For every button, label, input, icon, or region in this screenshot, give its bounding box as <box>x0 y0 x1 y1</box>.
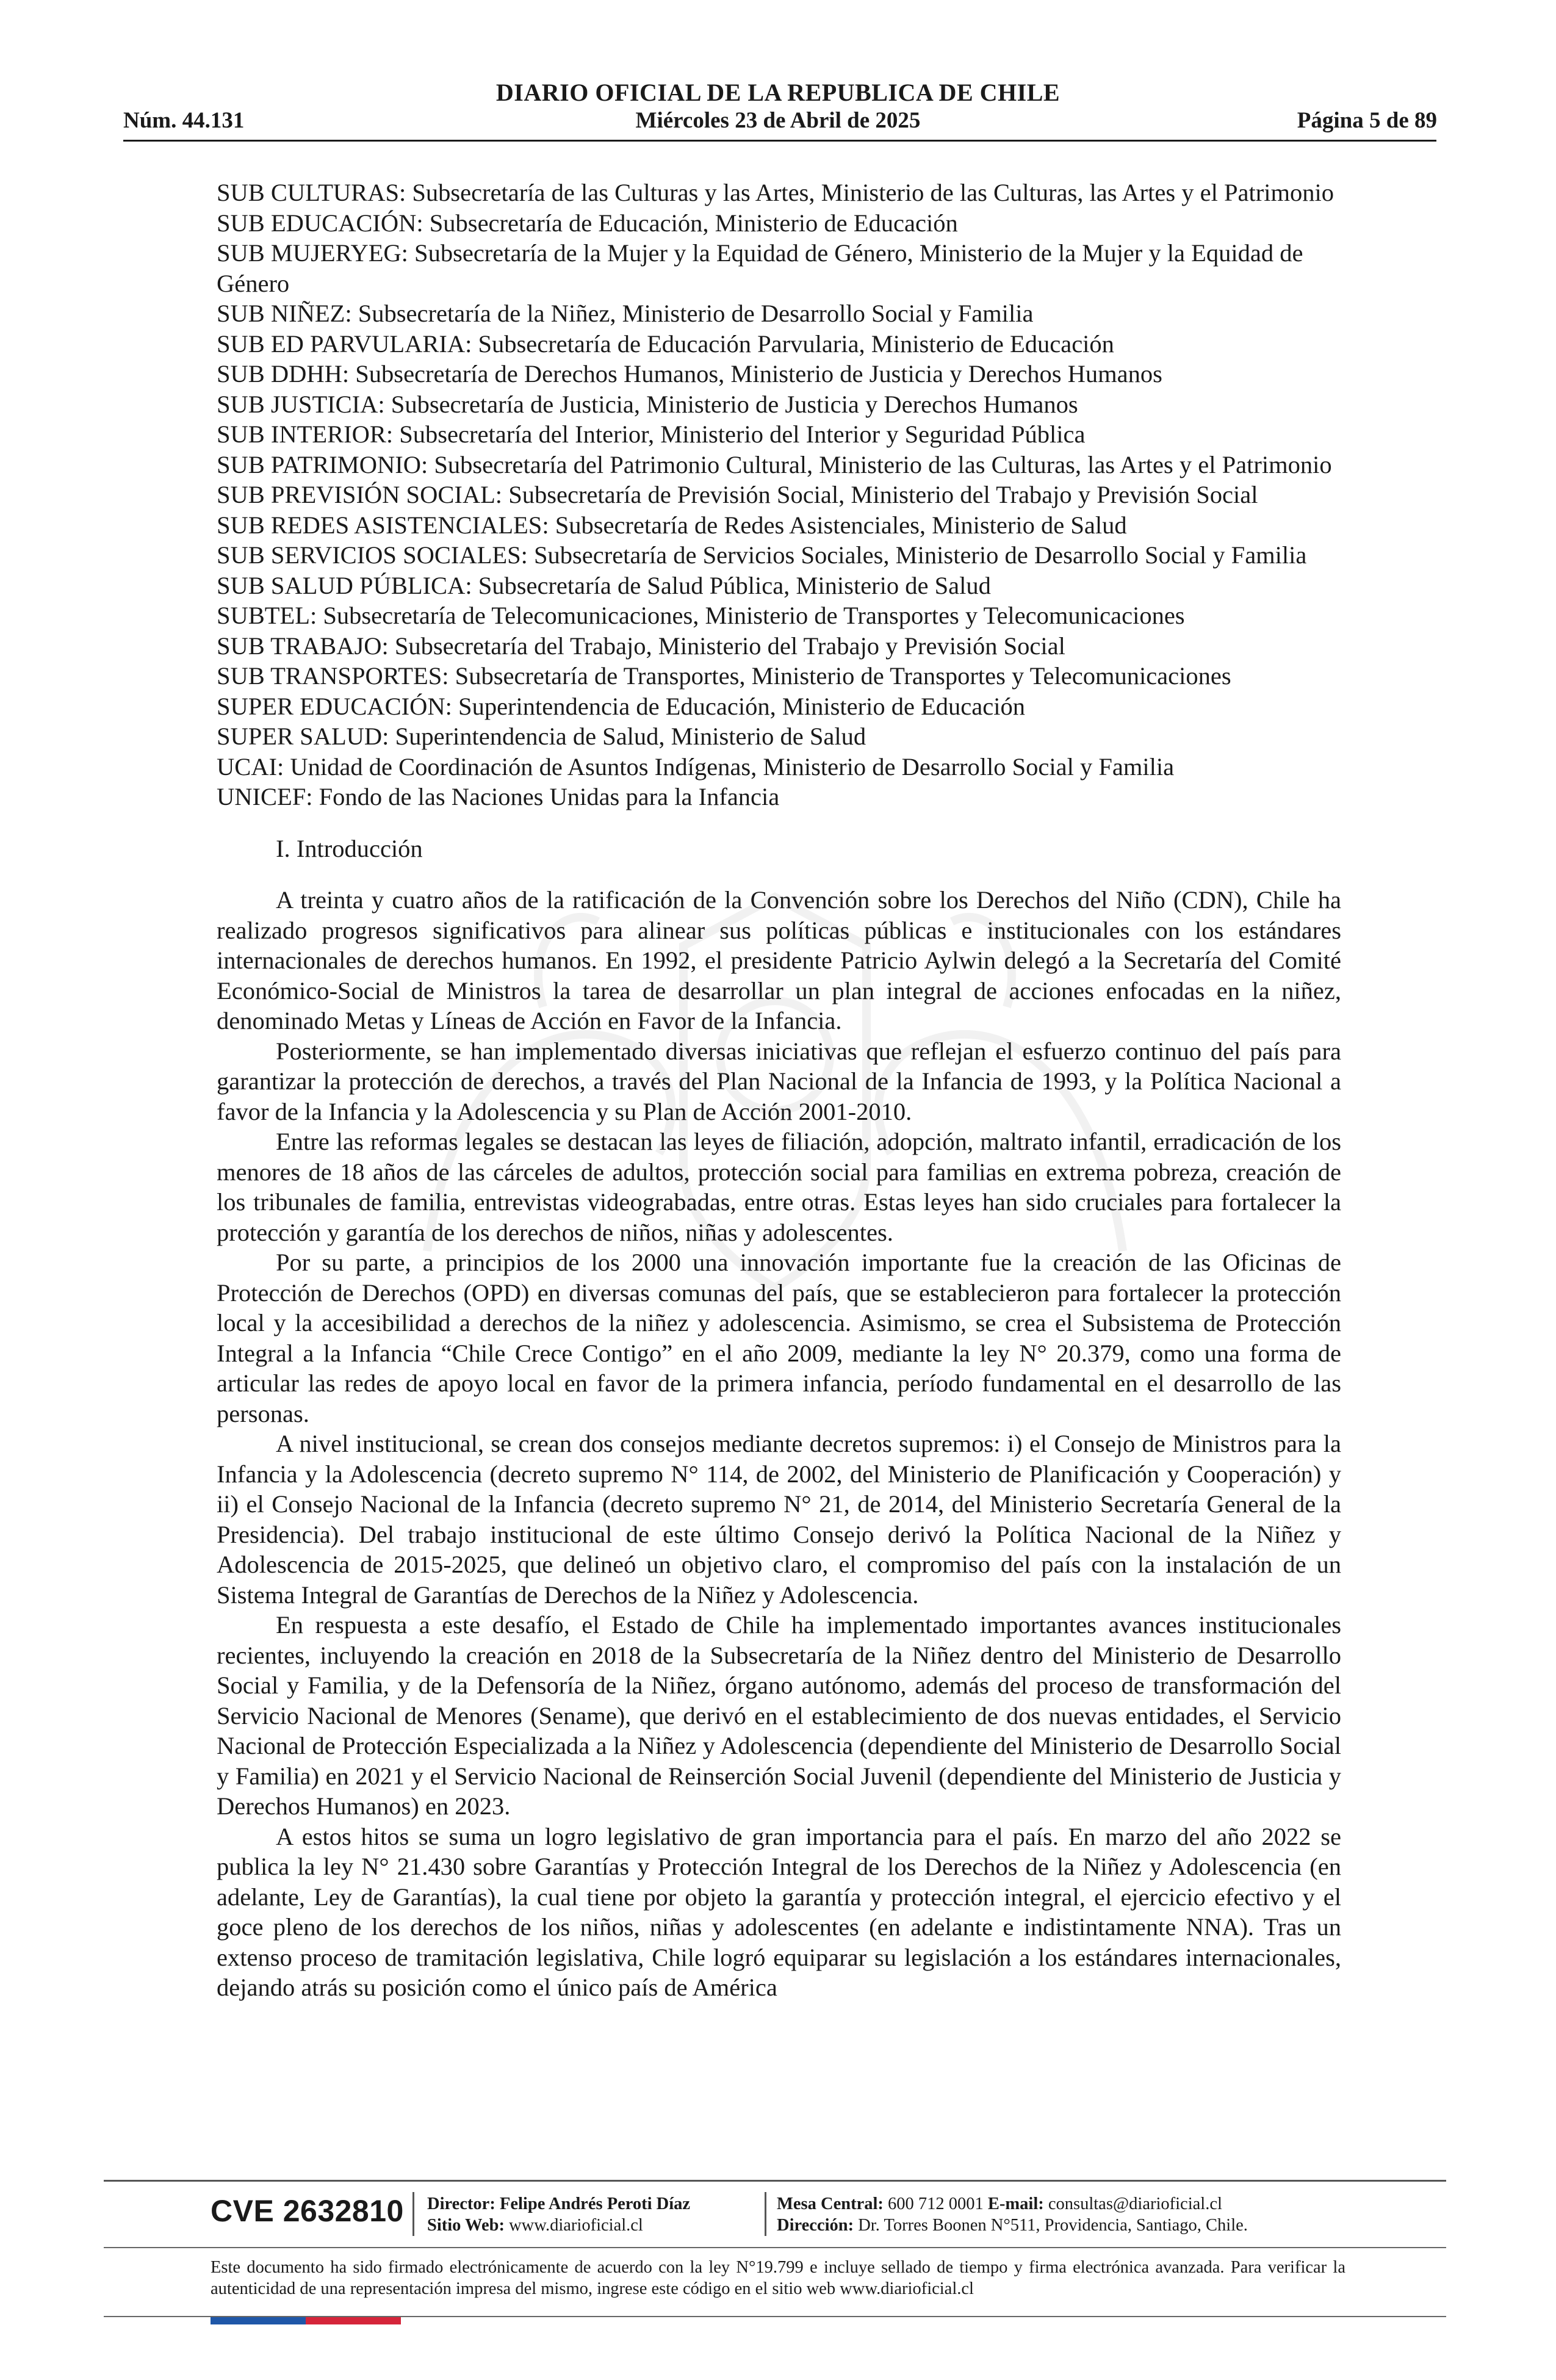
footer-divider <box>104 2180 1446 2182</box>
website-link[interactable]: www.diarioficial.cl <box>509 2216 643 2235</box>
issue-date: Miércoles 23 de Abril de 2025 <box>635 108 921 133</box>
director-label: Director: <box>427 2194 495 2213</box>
paragraph: A treinta y cuatro años de la ratificación de la Convención sobre los Derechos del Niño (CDN), Chile ha realizado progresos significativos para alinear sus políticas públicas e institucionales con los estándares internacionales de derechos humanos. En 1992, el presidente Patricio Aylwin delegó a la Secretaría del Comité Económico-Social de Ministros la tarea de desarrollar un plan integral de acciones enfocadas en la niñez, denominado Metas y Líneas de Acción en Favor de la Infancia. <box>217 886 1341 1034</box>
flag-stripe <box>211 2317 401 2324</box>
abbreviation-item: SUB PATRIMONIO: Subsecretaría del Patrimonio Cultural, Ministerio de las Culturas, las Artes y el Patrimonio <box>217 450 1332 478</box>
abbreviation-item: SUB REDES ASISTENCIALES: Subsecretaría de Redes Asistenciales, Ministerio de Salud <box>217 511 1127 539</box>
flag-red-segment <box>306 2317 401 2324</box>
abbreviation-item: SUB NIÑEZ: Subsecretaría de la Niñez, Ministerio de Desarrollo Social y Familia <box>217 300 1034 327</box>
introduction-text <box>217 885 1341 2003</box>
abbreviation-item: SUB MUJERYEG: Subsecretaría de la Mujer y la Equidad de Género, Ministerio de la Mujer y la Equidad de Género <box>217 239 1303 297</box>
page-header <box>0 0 1556 146</box>
paragraph: En respuesta a este desafío, el Estado de Chile ha implementado importantes avances institucionales recientes, incluyendo la creación en 2018 de la Subsecretaría de la Niñez dentro del Ministerio de Desarrollo Social y Familia, y de la Defensoría de la Niñez, órgano autónomo, además del proceso de transformación del Servicio Nacional de Menores (Sename), que derivó en el establecimiento de dos nuevas entidades, el Servicio Nacional de Protección Especializada a la Niñez y Adolescencia (dependiente del Ministerio de Desarrollo Social y Familia) en 2021 y el Servicio Nacional de Reinserción Social Juvenil (dependiente del Ministerio de Justicia y Derechos Humanos) en 2023. <box>217 1611 1341 1820</box>
header-divider <box>123 140 1436 142</box>
legal-notice: Este documento ha sido firmado electrónicamente de acuerdo con la ley N°19.799 e incluye sellado de tiempo y firma electrónica avanzada. Para verificar la autenticidad de una representación impresa del mismo, ingrese este código en el sitio web www.diarioficial.cl <box>211 2258 1345 2298</box>
newspaper-title: DIARIO OFICIAL DE LA REPUBLICA DE CHILE <box>495 79 1061 106</box>
abbreviation-item: SUB JUSTICIA: Subsecretaría de Justicia, Ministerio de Justicia y Derechos Humanos <box>217 390 1078 418</box>
footer-separator <box>412 2192 414 2236</box>
cve-code: CVE 2632810 <box>211 2194 404 2228</box>
abbreviation-item: UCAI: Unidad de Coordinación de Asuntos Indígenas, Ministerio de Desarrollo Social y Familia <box>217 752 1175 781</box>
abbreviation-item: UNICEF: Fondo de las Naciones Unidas para la Infancia <box>217 783 780 810</box>
mesa-phone: 600 712 0001 <box>888 2194 984 2213</box>
abbreviation-item: SUB CULTURAS: Subsecretaría de las Culturas y las Artes, Ministerio de las Culturas, las Artes y el Patrimonio <box>217 179 1334 206</box>
abbreviation-item: SUB ED PARVULARIA: Subsecretaría de Educación Parvularia, Ministerio de Educación <box>217 330 1114 358</box>
footer-director-block <box>427 2193 690 2236</box>
abbreviation-item: SUB INTERIOR: Subsecretaría del Interior, Ministerio del Interior y Seguridad Pública <box>217 420 1086 448</box>
abbreviation-list <box>217 178 1341 812</box>
paragraph: A estos hitos se suma un logro legislativo de gran importancia para el país. En marzo del año 2022 se publica la ley N° 21.430 sobre Garantías y Protección Integral de los Derechos de la Niñez y Adolescencia (en adelante, Ley de Garantías), la cual tiene por objeto la garantía y protección integral, el ejercicio efectivo y el goce pleno de los derechos de los niños, niñas y adolescentes (en adelante e indistintamente NNA). Tras un extenso proceso de tramitación legislativa, Chile logró equiparar su legislación a los estándares internacionales, dejando atrás su posición como el único país de América <box>217 1822 1341 2001</box>
abbreviation-item: SUB PREVISIÓN SOCIAL: Subsecretaría de Previsión Social, Ministerio del Trabajo y Previsión Social <box>217 481 1258 508</box>
email-label: E-mail: <box>987 2194 1044 2213</box>
address-label: Dirección: <box>777 2216 854 2235</box>
address-value: Dr. Torres Boonen N°511, Providencia, Santiago, Chile. <box>858 2216 1248 2235</box>
abbreviation-item: SUB TRABAJO: Subsecretaría del Trabajo, Ministerio del Trabajo y Previsión Social <box>217 632 1065 660</box>
issue-number: Núm. 44.131 <box>123 108 245 133</box>
abbreviation-item: SUPER EDUCACIÓN: Superintendencia de Educación, Ministerio de Educación <box>217 692 1025 720</box>
paragraph: Entre las reformas legales se destacan las leyes de filiación, adopción, maltrato infantil, erradicación de los menores de 18 años de las cárceles de adultos, protección social para familias en extrema pobreza, creación de los tribunales de familia, entrevistas videograbadas, entre otras. Estas leyes han sido cruciales para fortalecer la protección y garantía de los derechos de niños, niñas y adolescentes. <box>217 1128 1341 1246</box>
document-body <box>217 178 1341 2003</box>
abbreviation-item: SUB DDHH: Subsecretaría de Derechos Humanos, Ministerio de Justicia y Derechos Humanos <box>217 360 1162 388</box>
footer-contact-block <box>777 2193 1248 2236</box>
paragraph: A nivel institucional, se crean dos consejos mediante decretos supremos: i) el Consejo de Ministros para la Infancia y la Adolescencia (decreto supremo N° 114, de 2002, del Ministerio de Planificación y Cooperación) y ii) el Consejo Nacional de la Infancia (decreto supremo N° 21, de 2014, del Ministerio Secretaría General de la Presidencia). Del trabajo institucional de este último Consejo derivó la Política Nacional de la Niñez y Adolescencia de 2015-2025, que delineó un objetivo claro, el compromiso del país con la instalación de un Sistema Integral de Garantías de Derechos de la Niñez y Adolescencia. <box>217 1430 1341 1609</box>
footer-separator <box>765 2192 766 2236</box>
paragraph: Por su parte, a principios de los 2000 una innovación importante fue la creación de las Oficinas de Protección de Derechos (OPD) en diversas comunas del país, que se establecieron para fortalecer la protección local y la accesibilidad a derechos de la niñez y adolescencia. Asimismo, se crea el Subsistema de Protección Integral a la Infancia “Chile Crece Contigo” en el año 2009, mediante la ley N° 20.379, como una forma de articular las redes de apoyo local en favor de la primera infancia, período fundamental en el desarrollo de las personas. <box>217 1249 1341 1427</box>
paragraph: Posteriormente, se han implementado diversas iniciativas que reflejan el esfuerzo continuo del país para garantizar la protección de derechos, a través del Plan Nacional de la Infancia de 1993, y la Política Nacional a favor de la Infancia y la Adolescencia y su Plan de Acción 2001-2010. <box>217 1037 1341 1125</box>
director-name: Felipe Andrés Peroti Díaz <box>499 2194 691 2213</box>
section-heading: I. Introducción <box>276 834 423 862</box>
abbreviation-item: SUB TRANSPORTES: Subsecretaría de Transportes, Ministerio de Transportes y Telecomunicaciones <box>217 662 1231 690</box>
mesa-label: Mesa Central: <box>777 2194 884 2213</box>
email-link[interactable]: consultas@diarioficial.cl <box>1048 2194 1222 2213</box>
flag-blue-segment <box>211 2317 306 2324</box>
abbreviation-item: SUB SALUD PÚBLICA: Subsecretaría de Salud Pública, Ministerio de Salud <box>217 571 991 599</box>
abbreviation-item: SUB EDUCACIÓN: Subsecretaría de Educación, Ministerio de Educación <box>217 209 958 237</box>
abbreviation-item: SUB SERVICIOS SOCIALES: Subsecretaría de Servicios Sociales, Ministerio de Desarrollo Social y Familia <box>217 541 1307 569</box>
website-label: Sitio Web: <box>427 2216 505 2235</box>
abbreviation-item: SUPER SALUD: Superintendencia de Salud, Ministerio de Salud <box>217 723 866 750</box>
abbreviation-item: SUBTEL: Subsecretaría de Telecomunicaciones, Ministerio de Transportes y Telecomunicaciones <box>217 602 1185 629</box>
footer-divider <box>104 2247 1446 2248</box>
page-indicator: Página 5 de 89 <box>1297 108 1437 133</box>
